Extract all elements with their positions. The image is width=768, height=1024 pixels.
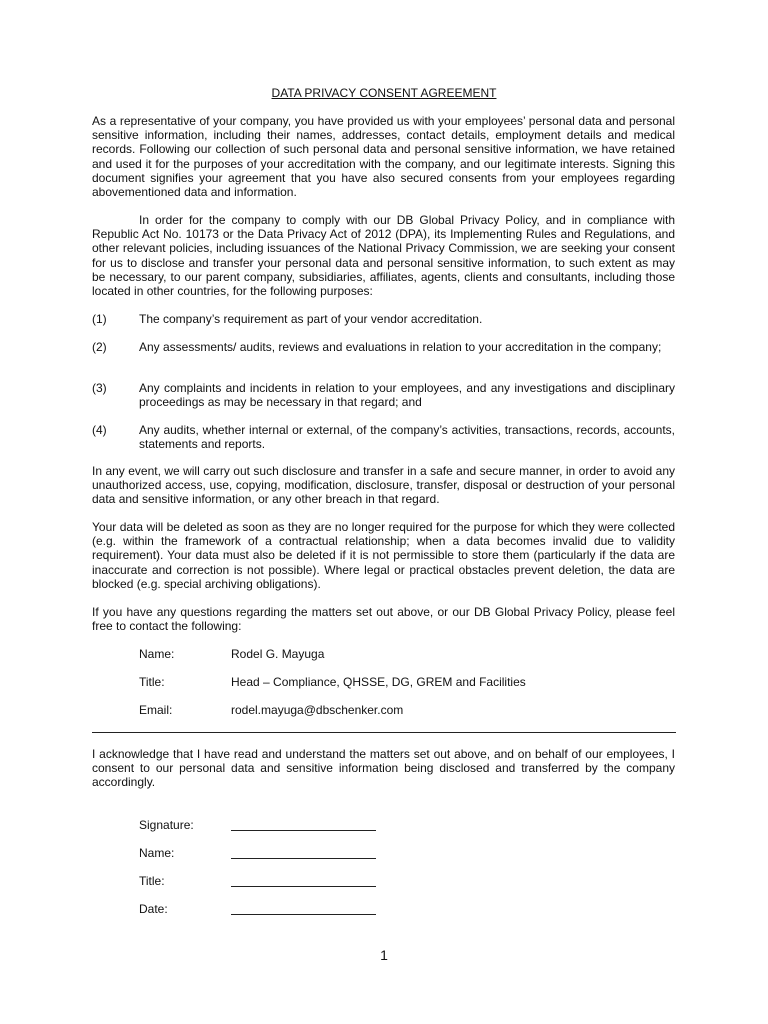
intro-paragraph: As a representative of your company, you have provided us with your employees’ personal data and personal sensitive information, including their names, addresses, contact details, employment details and medical records. Following our collection of such personal data and personal sensitive information, we have retained and used it for the purposes of your accreditation with the company, and our legitimate interests. Signing this document signifies your agreement that you have also secured consents from your employees regarding abovementioned data and information. xyxy=(92,114,675,200)
signature-line xyxy=(231,830,376,831)
purpose-number: (3) xyxy=(92,381,107,395)
contact-email-label: Email: xyxy=(139,703,173,717)
purpose-item xyxy=(92,423,675,451)
signer-name-label: Name: xyxy=(139,846,175,860)
purpose-number: (2) xyxy=(92,340,107,354)
contact-title-value: Head – Compliance, QHSSE, DG, GREM and Facilities xyxy=(231,675,526,689)
section-divider xyxy=(92,732,676,733)
purpose-text: Any audits, whether internal or external, of the company’s activities, transactions, records, accounts, statements and reports. xyxy=(139,423,675,452)
document-title: DATA PRIVACY CONSENT AGREEMENT xyxy=(271,86,497,100)
signer-title-label: Title: xyxy=(139,874,165,888)
sign-date-line xyxy=(231,914,376,915)
purpose-item xyxy=(92,312,675,326)
purpose-item xyxy=(92,381,675,409)
questions-paragraph: If you have any questions regarding the matters set out above, or our DB Global Privacy Policy, please feel free to contact the following: xyxy=(92,605,675,634)
acknowledgement-paragraph: I acknowledge that I have read and understand the matters set out above, and on behalf of our employees, I consent to our personal data and sensitive information being disclosed and transferred by the company accordingly. xyxy=(92,747,675,790)
contact-title-label: Title: xyxy=(139,675,165,689)
contact-email-value: rodel.mayuga@dbschenker.com xyxy=(231,703,404,717)
purpose-number: (4) xyxy=(92,423,107,437)
page-number: 1 xyxy=(380,947,388,963)
purpose-text: The company’s requirement as part of your vendor accreditation. xyxy=(139,312,483,326)
security-paragraph: In any event, we will carry out such disclosure and transfer in a safe and secure manner, in order to avoid any unauthorized access, use, copying, modification, disclosure, transfer, disposal or destruction of your personal data and sensitive information, or any other breach in that regard. xyxy=(92,464,675,507)
purpose-text: Any assessments/ audits, reviews and evaluations in relation to your accreditation in the company; xyxy=(139,340,662,354)
signer-title-line xyxy=(231,886,376,887)
purpose-number: (1) xyxy=(92,312,107,326)
contact-name-label: Name: xyxy=(139,647,175,661)
signer-name-line xyxy=(231,858,376,859)
purpose-text: Any complaints and incidents in relation to your employees, and any investigations and disciplinary proceedings as may be necessary in that regard; and xyxy=(139,381,675,410)
contact-name-value: Rodel G. Mayuga xyxy=(231,647,325,661)
signature-label: Signature: xyxy=(139,818,194,832)
compliance-paragraph: In order for the company to comply with our DB Global Privacy Policy, and in compliance with Republic Act No. 10173 or the Data Privacy Act of 2012 (DPA), its Implementing Rules and Regulations, and other relevant policies, including issuances of the National Privacy Commission, we are seeking your consent for us to disclose and transfer your personal data and personal sensitive information, to such extent as may be necessary, to our parent company, subsidiaries, affiliates, agents, clients and consultants, including those located in other countries, for the following purposes: xyxy=(92,213,675,299)
purpose-item xyxy=(92,340,675,354)
deletion-paragraph: Your data will be deleted as soon as they are no longer required for the purpose for which they were collected (e.g. within the framework of a contractual relationship; when a data becomes invalid due to validity requirement). Your data must also be deleted if it is not permissible to store them (particularly if the data are inaccurate and correction is not possible). Where legal or practical obstacles prevent deletion, the data are blocked (e.g. special archiving obligations). xyxy=(92,520,675,591)
sign-date-label: Date: xyxy=(139,902,168,916)
